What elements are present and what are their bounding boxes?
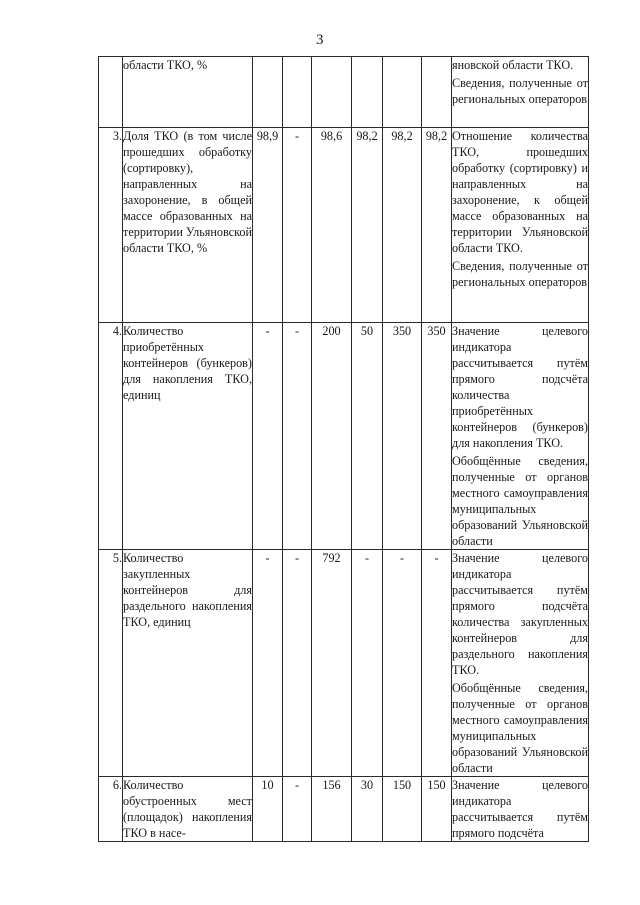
data-source-text: Обобщённые сведения, полученные от органов местного самоуправления муниципальных образований Ульяновской области: [452, 681, 588, 775]
calculation-method: [452, 57, 589, 128]
row-number: 3.: [99, 128, 123, 323]
indicator-value: 350: [383, 323, 422, 550]
indicator-value: 150: [422, 777, 452, 842]
indicator-value: -: [283, 323, 312, 550]
indicator-value: [253, 57, 283, 128]
indicator-value: 150: [383, 777, 422, 842]
method-text: Значение целевого индикатора рассчитывается путём прямого подсчёта количества закупленных контейнеров для раздельного накопления ТКО.: [452, 551, 588, 677]
method-text: Значение целевого индикатора рассчитывается путём прямого подсчёта количества приобретённых контейнеров (бункеров) для накопления ТКО.: [452, 324, 588, 450]
indicator-value: -: [352, 550, 383, 777]
method-text: Значение целевого индикатора рассчитывается путём прямого подсчёта: [452, 778, 588, 840]
table-row: [99, 777, 589, 842]
data-source-text: Сведения, полученные от региональных операторов: [452, 76, 588, 106]
indicator-value: 792: [312, 550, 352, 777]
indicator-value: -: [383, 550, 422, 777]
row-number: 4.: [99, 323, 123, 550]
indicator-value: 50: [352, 323, 383, 550]
indicator-value: [283, 57, 312, 128]
calculation-method: [452, 777, 589, 842]
indicator-value: -: [253, 323, 283, 550]
indicator-value: -: [253, 550, 283, 777]
indicator-name: Количество закупленных контейнеров для раздельного накопления ТКО, единиц: [123, 550, 253, 777]
indicators-table: [98, 56, 589, 842]
row-number: 6.: [99, 777, 123, 842]
indicator-name: Количество приобретённых контейнеров (бункеров) для накопления ТКО, единиц: [123, 323, 253, 550]
method-text: яновской области ТКО.: [452, 58, 574, 72]
page-number: 3: [316, 32, 324, 48]
indicator-value: 98,2: [422, 128, 452, 323]
table-row: [99, 57, 589, 128]
indicator-value: -: [283, 550, 312, 777]
calculation-method: [452, 128, 589, 323]
indicator-value: 30: [352, 777, 383, 842]
indicator-value: [383, 57, 422, 128]
data-source-text: Сведения, полученные от региональных операторов: [452, 259, 588, 289]
table-row: [99, 550, 589, 777]
table-row: [99, 128, 589, 323]
indicator-value: [312, 57, 352, 128]
method-text: Отношение количества ТКО, прошедших обработку (сортировку) и направленных на захоронение, к общей массе образованных на территории Ульяновской области ТКО.: [452, 129, 588, 255]
indicator-name: Количество обустроенных мест (площадок) накопления ТКО в насе-: [123, 778, 252, 840]
calculation-method: [452, 323, 589, 550]
indicator-value: 200: [312, 323, 352, 550]
indicator-value: 10: [253, 777, 283, 842]
indicator-value: [352, 57, 383, 128]
indicator-value: -: [422, 550, 452, 777]
calculation-method: [452, 550, 589, 777]
row-number: [99, 57, 123, 128]
indicator-name: области ТКО, %: [123, 57, 253, 128]
indicator-value: -: [283, 128, 312, 323]
indicator-name: Доля ТКО (в том числе прошедших обработку (сортировку), направленных на захоронение, в общей массе образованных на территории Ульяновской области ТКО, %: [123, 128, 253, 323]
table-row: [99, 323, 589, 550]
data-source-text: Обобщённые сведения, полученные от органов местного самоуправления муниципальных образований Ульяновской области: [452, 454, 588, 548]
indicator-value: 98,9: [253, 128, 283, 323]
indicator-value: -: [283, 777, 312, 842]
row-number: 5.: [99, 550, 123, 777]
indicator-value: 98,2: [352, 128, 383, 323]
indicator-value: 98,2: [383, 128, 422, 323]
indicator-value: 350: [422, 323, 452, 550]
indicator-value: 98,6: [312, 128, 352, 323]
indicator-value: 156: [312, 777, 352, 842]
indicator-value: [422, 57, 452, 128]
